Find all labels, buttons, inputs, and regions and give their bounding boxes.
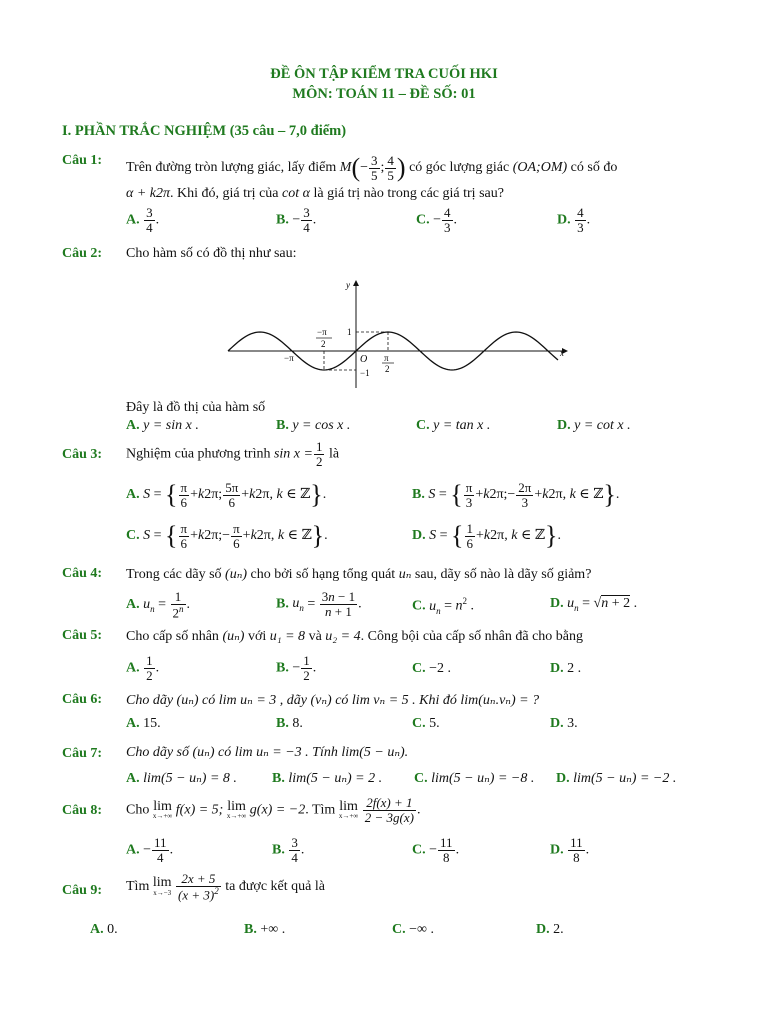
question-8-option-d[interactable]: D. $\frac{11}{8}$ . xyxy=(550,835,590,865)
question-5-text: Cho cấp số nhân (uₙ) với u₁ = 8 và u₂ = 4. Công bội của cấp số nhân đã cho bằng xyxy=(126,629,583,644)
question-9-option-c[interactable]: C. −∞ . xyxy=(392,922,435,937)
question-8-option-b[interactable]: B. $\frac{3}{4}$ . xyxy=(272,835,305,865)
question-9-text: Tìm lim x→−3 $\frac{2x + 5}{(x + 3)^2}$ ta được kết quả là xyxy=(126,871,325,902)
document-title: ĐỀ ÔN TẬP KIỂM TRA CUỐI HKI xyxy=(270,66,498,82)
label-half-pi-num: π xyxy=(384,353,389,363)
question-1-label: Câu 1: xyxy=(62,153,103,168)
question-5-option-b[interactable]: B. − $\frac{1}{2}$ . xyxy=(276,653,317,683)
question-5-option-d[interactable]: D. 2 . xyxy=(550,661,582,676)
question-2-option-a[interactable]: A. y = sin x . xyxy=(126,418,199,433)
question-2-option-c[interactable]: C. y = tan x . xyxy=(416,418,491,433)
question-6-option-c[interactable]: C. 5. xyxy=(412,716,440,731)
question-7-option-d[interactable]: D. lim(5 − uₙ) = −2 . xyxy=(556,771,677,786)
question-1-option-a[interactable]: A. $\frac{3}{4}$ . xyxy=(126,205,160,235)
question-6-label: Câu 6: xyxy=(62,692,103,707)
question-4-option-a[interactable]: A. $u_n$ = $\frac{1}{2^n}$ . xyxy=(126,589,191,620)
origin-label: O xyxy=(360,354,368,365)
question-7-option-a[interactable]: A. lim(5 − uₙ) = 8 . xyxy=(126,771,237,786)
label-minus-pi: −π xyxy=(284,353,294,363)
question-2-label: Câu 2: xyxy=(62,246,103,261)
question-3-text: Nghiệm của phương trình sin x = $\frac{1}{2}$ là xyxy=(126,439,340,469)
document-subtitle: MÔN: TOÁN 11 – ĐỀ SỐ: 01 xyxy=(292,86,476,102)
question-6-option-a[interactable]: A. 15. xyxy=(126,716,161,731)
y-axis-label: y xyxy=(346,280,350,290)
question-3-option-a[interactable]: A. S = { $\frac{\pi}{6}$ +k2π; $\frac{5\pi}{6}$ +k2π, k ∈ ℤ}. xyxy=(126,479,327,510)
question-1-text-line2: α + k2π. Khi đó, giá trị của cot α là giá trị nào trong các giá trị sau? xyxy=(126,186,504,201)
question-9-label: Câu 9: xyxy=(62,883,103,898)
question-4-option-c[interactable]: C. $u_n = n^2$ . xyxy=(412,596,475,616)
question-1-option-b[interactable]: B. − $\frac{3}{4}$ . xyxy=(276,205,317,235)
question-1-text: Trên đường tròn lượng giác, lấy điểm M(− $\frac{3}{5}$ ; $\frac{4}{5}$ ) có góc lượng giác (OA;OM) có số đo xyxy=(126,152,618,183)
question-4-option-d[interactable]: D. $u_n = √n + 2$ . xyxy=(550,596,638,613)
label-one: 1 xyxy=(347,327,352,337)
label-minus-half-pi-num: −π xyxy=(317,327,327,337)
question-9-option-a[interactable]: A. 0. xyxy=(90,922,118,937)
label-minus-one: −1 xyxy=(360,368,370,378)
question-5-label: Câu 5: xyxy=(62,628,103,643)
question-5-option-a[interactable]: A. $\frac{1}{2}$ . xyxy=(126,653,160,683)
question-6-option-d[interactable]: D. 3. xyxy=(550,716,578,731)
question-6-text: Cho dãy (uₙ) có lim uₙ = 3 , dãy (vₙ) có lim vₙ = 5 . Khi đó lim(uₙ.vₙ) = ? xyxy=(126,693,540,708)
question-5-option-c[interactable]: C. −2 . xyxy=(412,661,452,676)
question-7-option-c[interactable]: C. lim(5 − uₙ) = −8 . xyxy=(414,771,535,786)
question-7-option-b[interactable]: B. lim(5 − uₙ) = 2 . xyxy=(272,771,383,786)
x-axis-label: x xyxy=(560,348,564,358)
question-1-option-d[interactable]: D. $\frac{4}{3}$ . xyxy=(557,205,591,235)
question-2-option-d[interactable]: D. y = cot x . xyxy=(557,418,631,433)
question-2-after-text: Đây là đồ thị của hàm số xyxy=(126,400,266,415)
question-4-text: Trong các dãy số (uₙ) cho bởi số hạng tổng quát uₙ sau, dãy số nào là dãy số giảm? xyxy=(126,567,592,582)
question-3-option-b[interactable]: B. S = { $\frac{\pi}{3}$ +k2π;− $\frac{2\pi}{3}$ +k2π, k ∈ ℤ}. xyxy=(412,479,620,510)
question-8-option-c[interactable]: C. − $\frac{11}{8}$ . xyxy=(412,835,460,865)
label-half-pi-den: 2 xyxy=(385,364,390,374)
label-minus-half-pi-den: 2 xyxy=(321,339,326,349)
question-2-graph xyxy=(226,278,572,390)
question-4-label: Câu 4: xyxy=(62,566,103,581)
question-2-option-b[interactable]: B. y = cos x . xyxy=(276,418,351,433)
question-9-option-d[interactable]: D. 2. xyxy=(536,922,564,937)
section-title: I. PHẦN TRẮC NGHIỆM (35 câu – 7,0 điểm) xyxy=(62,123,347,139)
question-6-option-b[interactable]: B. 8. xyxy=(276,716,303,731)
question-8-option-a[interactable]: A. − $\frac{11}{4}$ . xyxy=(126,835,174,865)
question-8-label: Câu 8: xyxy=(62,803,103,818)
question-7-label: Câu 7: xyxy=(62,746,103,761)
question-3-label: Câu 3: xyxy=(62,447,103,462)
question-9-option-b[interactable]: B. +∞ . xyxy=(244,922,286,937)
question-7-text: Cho dãy số (uₙ) có lim uₙ = −3 . Tính lim(5 − uₙ). xyxy=(126,745,409,760)
question-4-option-b[interactable]: B. $u_n$ = $\frac{3n - 1}{n + 1}$ . xyxy=(276,589,362,619)
question-2-text: Cho hàm số có đồ thị như sau: xyxy=(126,246,297,261)
question-8-text: Cho lim x→+∞ f(x) = 5; lim x→+∞ g(x) = −2. Tìm lim x→+∞ $\frac{2f(x) + 1}{2 - 3g(x)}$ . xyxy=(126,795,421,825)
question-1-option-c[interactable]: C. − $\frac{4}{3}$ . xyxy=(416,205,458,235)
question-3-option-d[interactable]: D. S = { $\frac{1}{6}$ +k2π, k ∈ ℤ}. xyxy=(412,520,562,551)
question-3-option-c[interactable]: C. S = { $\frac{\pi}{6}$ +k2π;− $\frac{\pi}{6}$ +k2π, k ∈ ℤ}. xyxy=(126,520,328,551)
y-axis-arrow xyxy=(353,280,359,286)
